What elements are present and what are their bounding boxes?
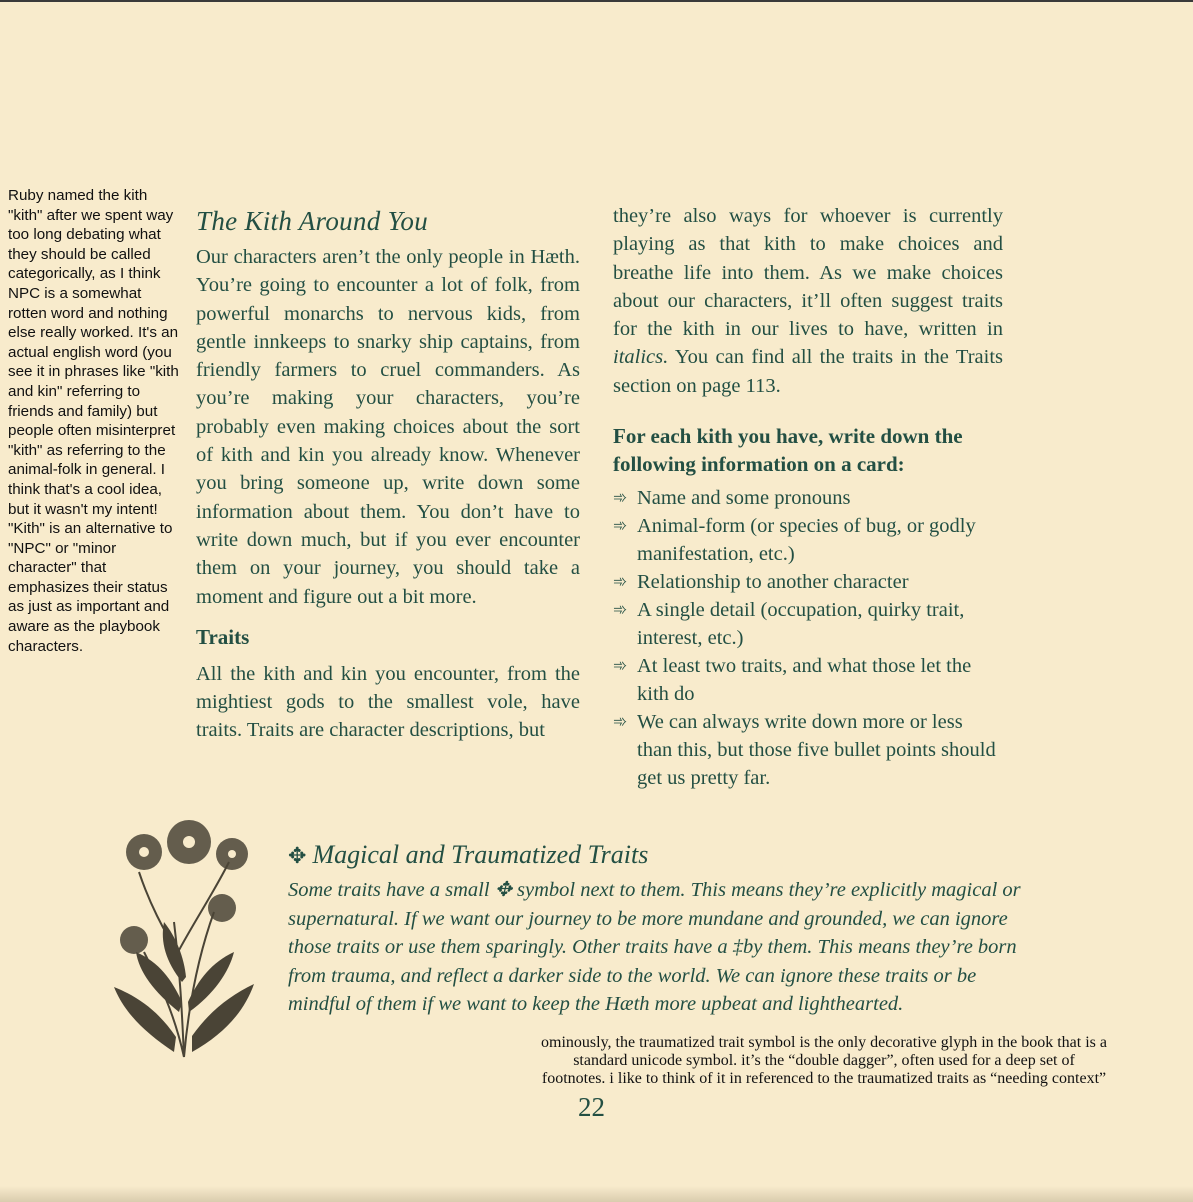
list-item-text: Relationship to another character bbox=[637, 571, 909, 594]
list-item bbox=[613, 484, 1003, 512]
traits-text-a: they’re also ways for whoever is currently playing as that kith to make choices and breathe life into them. As we make choices about our characters, it’ll often suggest traits for the kith in our lives to have, written in bbox=[613, 205, 1003, 341]
list-item-text: Animal-form (or species of bug, or godly manifestation, etc.) bbox=[637, 515, 976, 566]
page-number: 22 bbox=[578, 1092, 605, 1122]
list-item bbox=[613, 652, 1003, 708]
intro-paragraph: Our characters aren’t the only people in Hæth. You’re going to encounter a lot of folk, from powerful monarchs to nervous kids, from gentle innkeeps to snarky ship captains, from friendly farmers to cruel commanders. As you’re making your characters, you’re probably even making choices about the sort of kith and kin you already know. Whenever you bring someone up, write down some information about them. You don’t have to write down much, but if you ever encounter them on your journey, you should take a moment and figure out a bit more. bbox=[196, 246, 580, 608]
section-title: The Kith Around You bbox=[196, 206, 429, 236]
list-item-text: Name and some pronouns bbox=[637, 487, 851, 510]
arrow-bullet-icon: ➾ bbox=[613, 488, 628, 508]
card-info-heading: For each kith you have, write down the following information on a card: bbox=[613, 424, 963, 477]
magical-traits-text: Some traits have a small ✥ symbol next to them. This means they’re explicitly magical or supernatural. If we want our journey to be more mundane and grounded, we can ignore those traits or use them sparingly. Other traits have a ‡by them. This means they’re born from trauma, and reflect a darker side to the world. We can ignore these traits or be mindful of them if we want to keep the Hæth more upbeat and lighthearted. bbox=[288, 879, 1021, 1015]
list-item-text: At least two traits, and what those let the kith do bbox=[637, 655, 972, 706]
arrow-bullet-icon: ➾ bbox=[613, 656, 628, 676]
traits-paragraph-continued bbox=[613, 202, 1003, 400]
margin-note: Ruby named the kith "kith" after we spent way too long debating what they should be called categorically, as I think NPC is a somewhat rotten word and nothing else really worked. It's an actual english word (you see it in phrases like "kith and kin" referring to friends and family) but people often misinterpret "kith" as referring to the animal-folk in general. I think that's a cool idea, but it wasn't my intent! "Kith" is an alternative to "NPC" or "minor character" that emphasizes their status as just as important and aware as the playbook characters. bbox=[8, 187, 179, 655]
card-info-list bbox=[613, 484, 1003, 792]
arrow-bullet-icon: ➾ bbox=[613, 712, 628, 732]
magic-symbol-icon: ✥ bbox=[288, 843, 307, 868]
list-item bbox=[613, 708, 1003, 792]
magical-traits-title-text: Magical and Traumatized Traits bbox=[312, 840, 649, 869]
magical-traits-box bbox=[288, 840, 1038, 1019]
arrow-bullet-icon: ➾ bbox=[613, 572, 628, 592]
flower-illustration-icon bbox=[104, 812, 264, 1062]
traits-heading: Traits bbox=[196, 624, 250, 649]
arrow-bullet-icon: ➾ bbox=[613, 600, 628, 620]
list-item bbox=[613, 596, 1003, 652]
footnote-annotation: ominously, the traumatized trait symbol is the only decorative glyph in the book that is a standard unicode symbol. it’s the “double dagger”, often used for a deep set of footnotes. i like to think of it in referenced to the traumatized traits as “needing context” bbox=[541, 1034, 1107, 1087]
italics-word: italics. bbox=[613, 346, 669, 369]
traits-text-b: You can find all the traits in the Traits section on page 113. bbox=[613, 346, 1003, 397]
list-item-text: We can always write down more or less than this, but those five bullet points should get us pretty far. bbox=[637, 711, 996, 790]
column-left bbox=[196, 206, 580, 745]
magical-traits-title bbox=[288, 840, 1038, 870]
list-item bbox=[613, 568, 1003, 596]
list-item-text: A single detail (occupation, quirky trait, interest, etc.) bbox=[637, 599, 965, 650]
arrow-bullet-icon: ➾ bbox=[613, 516, 628, 536]
column-right bbox=[613, 202, 1003, 792]
traits-paragraph-start: All the kith and kin you encounter, from the mightiest gods to the smallest vole, have traits. Traits are character descriptions, but bbox=[196, 662, 580, 742]
list-item bbox=[613, 512, 1003, 568]
